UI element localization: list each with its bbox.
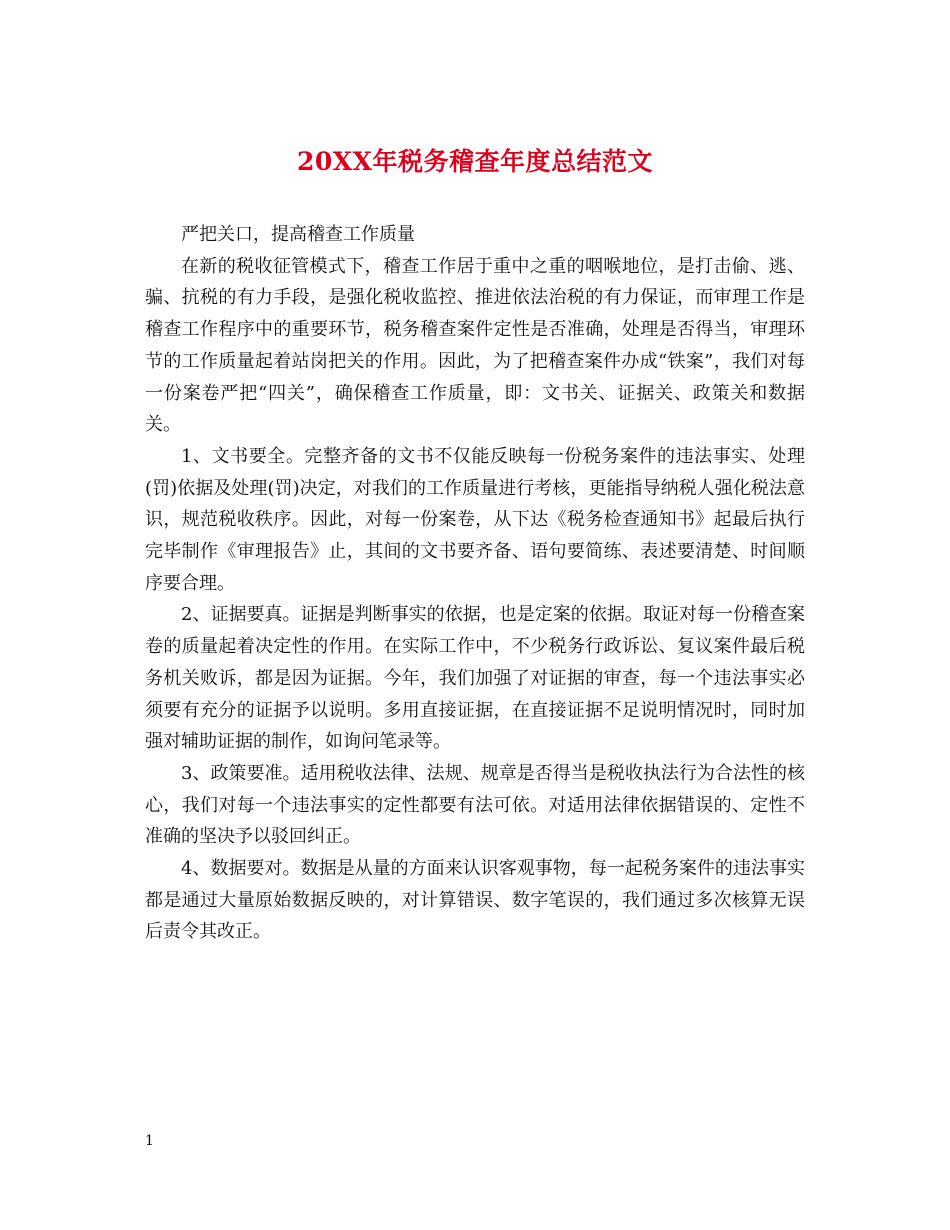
page-number: 1 — [145, 1133, 154, 1149]
document-title: 20XX年税务稽查年度总结范文 — [296, 147, 654, 176]
paragraph-evidence: 2、证据要真。证据是判断事实的依据，也是定案的依据。取证对每一份稽查案卷的质量起着决定性的作用。在实际工作中，不少税务行政诉讼、复议案件最后税务机关败诉，都是因为证据。今年，我们加强了对证据的审查，每一个违法事实必须要有充分的证据予以说明。多用直接证据，在直接证据不足说明情况时，同时加强对辅助证据的制作，如询问笔录等。 — [145, 604, 805, 753]
paragraph-policy: 3、政策要准。适用税收法律、法规、规章是否得当是税收执法行为合法性的核心，我们对每一个违法事实的定性都要有法可依。对适用法律依据错误的、定性不准确的坚决予以驳回纠正。 — [145, 762, 805, 848]
section-heading: 严把关口，提高稽查工作质量 — [181, 224, 415, 245]
paragraph-documents: 1、文书要全。完整齐备的文书不仅能反映每一份税务案件的违法事实、处理(罚)依据及处理(罚)决定，对我们的工作质量进行考核，更能指导纳税人强化税法意识，规范税收秩序。因此，对每一份案卷，从下达《税务检查通知书》起最后执行完毕制作《审理报告》止，其间的文书要齐备、语句要简练、表述要清楚、时间顺序要合理。 — [145, 445, 805, 594]
document-body — [145, 219, 805, 948]
paragraph-data: 4、数据要对。数据是从量的方面来认识客观事物，每一起税务案件的违法事实都是通过大量原始数据反映的，对计算错误、数字笔误的，我们通过多次核算无误后责令其改正。 — [145, 858, 805, 943]
paragraph-intro: 在新的税收征管模式下，稽查工作居于重中之重的咽喉地位，是打击偷、逃、骗、抗税的有力手段，是强化税收监控、推进依法治税的有力保证，而审理工作是稽查工作程序中的重要环节，税务稽查案件定性是否准确，处理是否得当，审理环节的工作质量起着站岗把关的作用。因此，为了把稽查案件办成“铁案”，我们对每一份案卷严把“四关”，确保稽查工作质量，即：文书关、证据关、政策关和数据关。 — [145, 255, 805, 436]
